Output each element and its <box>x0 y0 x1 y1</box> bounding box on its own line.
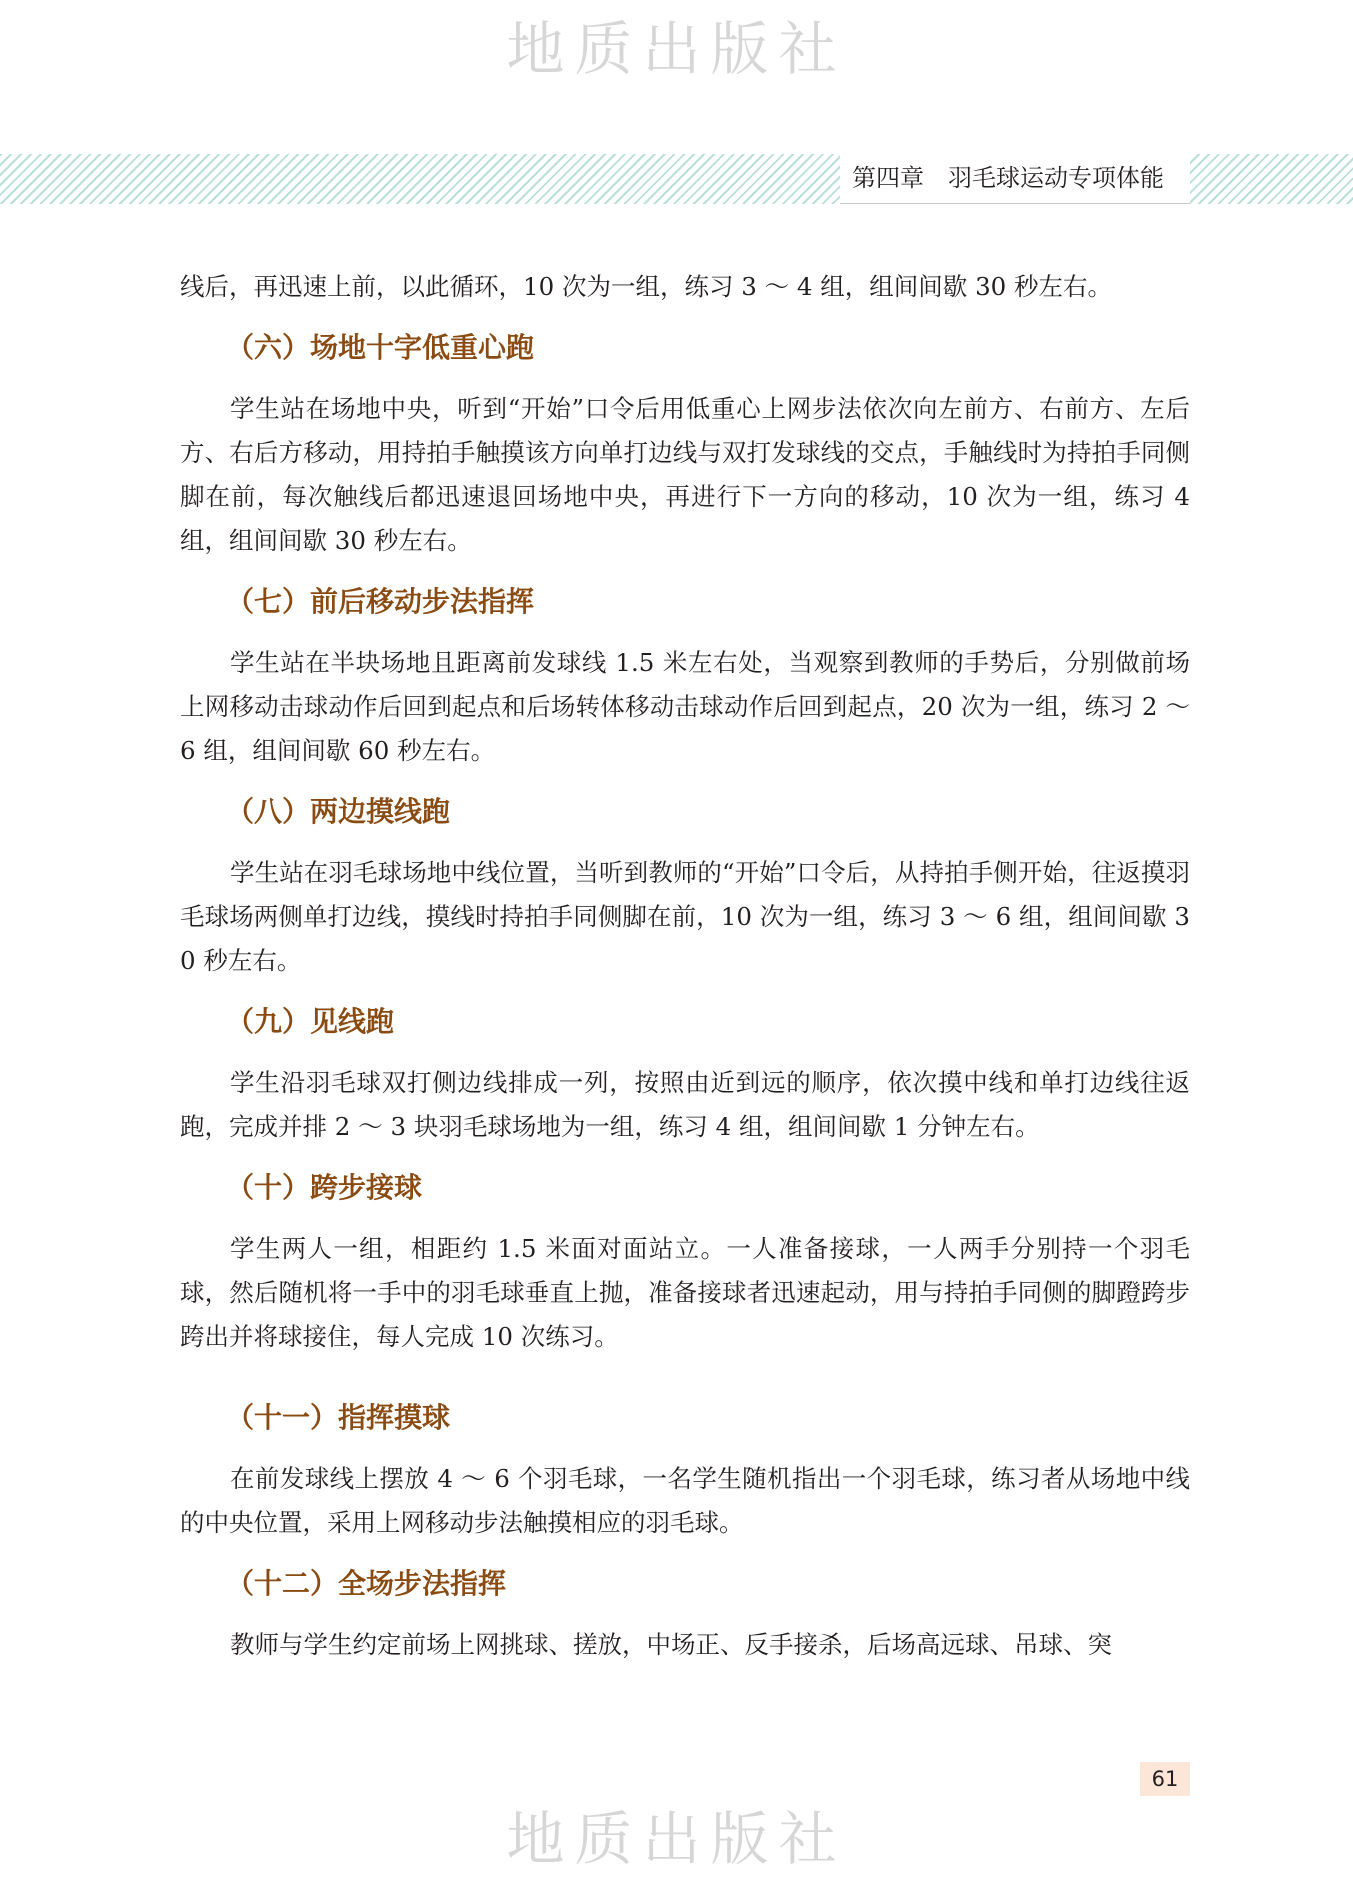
section-body-6: 学生站在场地中央，听到“开始”口令后用低重心上网步法依次向左前方、右前方、左后方、右后方移动，用持拍手触摸该方向单打边线与双打发球线的交点，手触线时为持拍手同侧脚在前，每次触线后都迅速退回场地中央，再进行下一方向的移动，10 次为一组，练习 4 组，组间间歇 30 秒左右。 <box>180 394 1190 555</box>
section-body-8: 学生站在羽毛球场地中线位置，当听到教师的“开始”口令后，从持拍手侧开始，往返摸羽毛球场两侧单打边线，摸线时持拍手同侧脚在前，10 次为一组，练习 3 ～ 6 组，组间间歇 30 秒左右。 <box>180 858 1190 975</box>
section-heading-9: （九）见线跑 <box>226 1005 395 1038</box>
section-body-10: 学生两人一组，相距约 1.5 米面对面站立。一人准备接球，一人两手分别持一个羽毛球，然后随机将一手中的羽毛球垂直上抛，准备接球者迅速起动，用与持拍手同侧的脚蹬跨步跨出并将球接住，每人完成 10 次练习。 <box>180 1234 1190 1351</box>
section-body-12: 教师与学生约定前场上网挑球、搓放，中场正、反手接杀，后场高远球、吊球、突 <box>230 1630 1112 1659</box>
section-heading-10: （十）跨步接球 <box>226 1171 423 1204</box>
section-body-9: 学生沿羽毛球双打侧边线排成一列，按照由近到远的顺序，依次摸中线和单打边线往返跑，完成并排 2 ～ 3 块羽毛球场地为一组，练习 4 组，组间间歇 1 分钟左右。 <box>180 1068 1190 1141</box>
chapter-title: 第四章 羽毛球运动专项体能 <box>852 164 1164 192</box>
section-heading-11: （十一）指挥摸球 <box>226 1401 451 1434</box>
watermark-bottom: 地质出版社 <box>506 1805 847 1873</box>
section-heading-8: （八）两边摸线跑 <box>226 795 451 828</box>
section-heading-7: （七）前后移动步法指挥 <box>226 585 535 618</box>
watermark-top: 地质出版社 <box>506 15 847 83</box>
section-heading-12: （十二）全场步法指挥 <box>226 1567 507 1600</box>
intro-paragraph: 线后，再迅速上前，以此循环，10 次为一组，练习 3 ～ 4 组，组间间歇 30 秒左右。 <box>180 272 1113 301</box>
page-content <box>180 265 1190 1667</box>
section-body-11: 在前发球线上摆放 4 ～ 6 个羽毛球，一名学生随机指出一个羽毛球，练习者从场地中线的中央位置，采用上网移动步法触摸相应的羽毛球。 <box>180 1464 1190 1537</box>
section-heading-6: （六）场地十字低重心跑 <box>226 331 535 364</box>
section-body-7: 学生站在半块场地且距离前发球线 1.5 米左右处，当观察到教师的手势后，分别做前场上网移动击球动作后回到起点和后场转体移动击球动作后回到起点，20 次为一组，练习 2 ～ 6 组，组间间歇 60 秒左右。 <box>180 648 1190 765</box>
page-number: 61 <box>1140 1762 1190 1796</box>
